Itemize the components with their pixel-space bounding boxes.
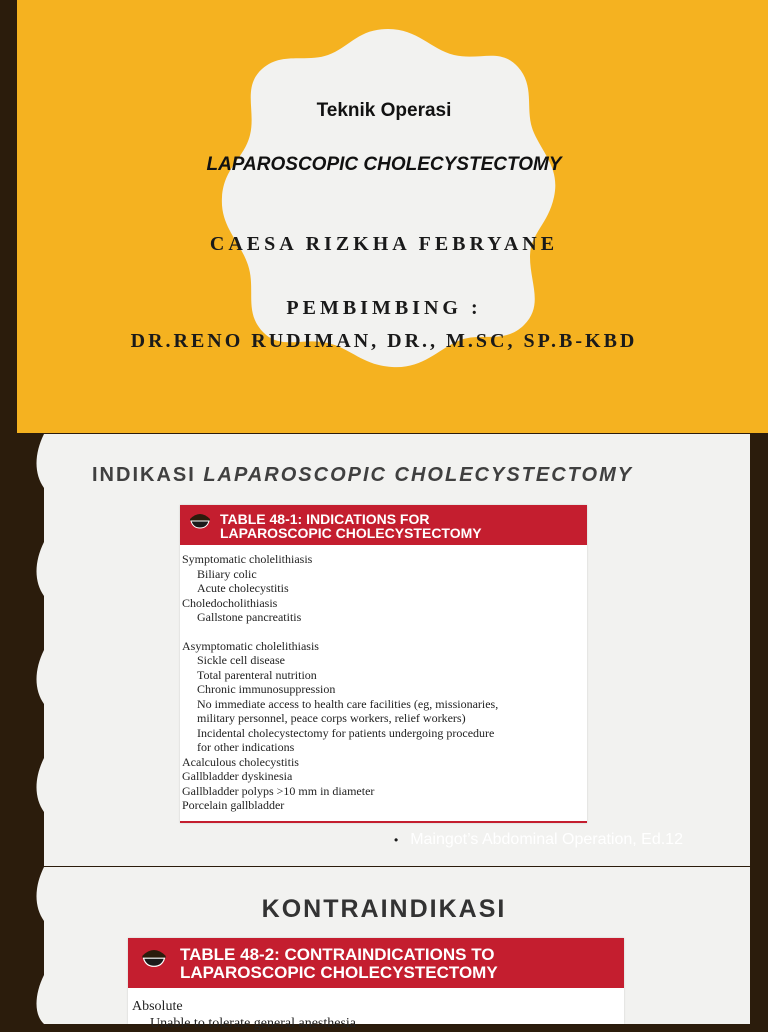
title-slide: [0, 0, 768, 433]
contraindications-table: [128, 938, 624, 1031]
slide-title: Teknik Operasi: [316, 100, 452, 121]
table-row: Chronic immunosuppression: [197, 682, 336, 696]
citation-text: Maingot’s Abdominal Operation, Ed.12: [410, 831, 683, 848]
table-title-line1: TABLE 48-2: CONTRAINDICATIONS TO: [180, 945, 495, 964]
table-row: Biliary colic: [197, 566, 257, 581]
table-row: Porcelain gallbladder: [182, 798, 285, 812]
slide-subtitle: LAPAROSCOPIC CHOLECYSTECTOMY: [206, 154, 562, 175]
table-row: Sickle cell disease: [197, 653, 285, 667]
indications-table: [180, 505, 587, 823]
table-row: Gallbladder polyps >10 mm in diameter: [182, 783, 375, 798]
table-row: Asymptomatic cholelithiasis: [182, 638, 319, 653]
indications-slide: [0, 434, 768, 866]
table-row: No immediate access to health care facilities (eg, missionaries,: [197, 696, 499, 711]
table-row: Total parenteral nutrition: [197, 667, 317, 682]
citation-bullet: •: [394, 833, 399, 847]
contraindications-slide: [0, 867, 768, 1031]
table-row: Gallstone pancreatitis: [197, 610, 302, 624]
contraindications-heading: KONTRAINDIKASI: [261, 895, 507, 923]
heading-italic: LAPAROSCOPIC CHOLECYSTECTOMY: [203, 464, 634, 486]
row-gap: [182, 625, 498, 639]
table-row: Incidental cholecystectomy for patients undergoing procedure: [197, 725, 495, 740]
table-title-line2: LAPAROSCOPIC CHOLECYSTECTOMY: [180, 963, 498, 982]
table-row: Acute cholecystitis: [197, 581, 289, 595]
table-row: Gallbladder dyskinesia: [182, 769, 293, 783]
heading-plain: INDIKASI: [92, 464, 204, 486]
citation: [394, 831, 683, 849]
table-bottom-rule: [180, 821, 587, 823]
table-row: military personnel, peace corps workers, relief workers): [197, 711, 466, 725]
table-body: [182, 552, 498, 813]
indications-heading: [92, 464, 633, 487]
table-row: Acalculous cholecystitis: [182, 754, 299, 769]
left-dark-bar: [0, 0, 17, 433]
author-name: CAESA RIZKHA FEBRYANE: [209, 233, 559, 255]
table-row: Choledocholithiasis: [182, 595, 278, 610]
table-row: Absolute: [132, 999, 183, 1014]
table-row: Symptomatic cholelithiasis: [182, 552, 313, 566]
bowl-icon: [188, 511, 212, 529]
table-header: [180, 505, 587, 545]
bowl-icon: [140, 946, 168, 968]
table-title-line2: LAPAROSCOPIC CHOLECYSTECTOMY: [220, 525, 482, 541]
table-row: for other indications: [197, 740, 295, 754]
table-body: [132, 998, 356, 1032]
table-title-line1: TABLE 48-1: INDICATIONS FOR: [220, 511, 430, 527]
advisor-name: DR.RENO RUDIMAN, DR., M.SC, SP.B-KBD: [130, 330, 638, 352]
advisor-label: PEMBIMBING :: [286, 297, 482, 319]
table-row: Unable to tolerate general anesthesia: [150, 1016, 357, 1031]
table-header: [128, 938, 624, 988]
